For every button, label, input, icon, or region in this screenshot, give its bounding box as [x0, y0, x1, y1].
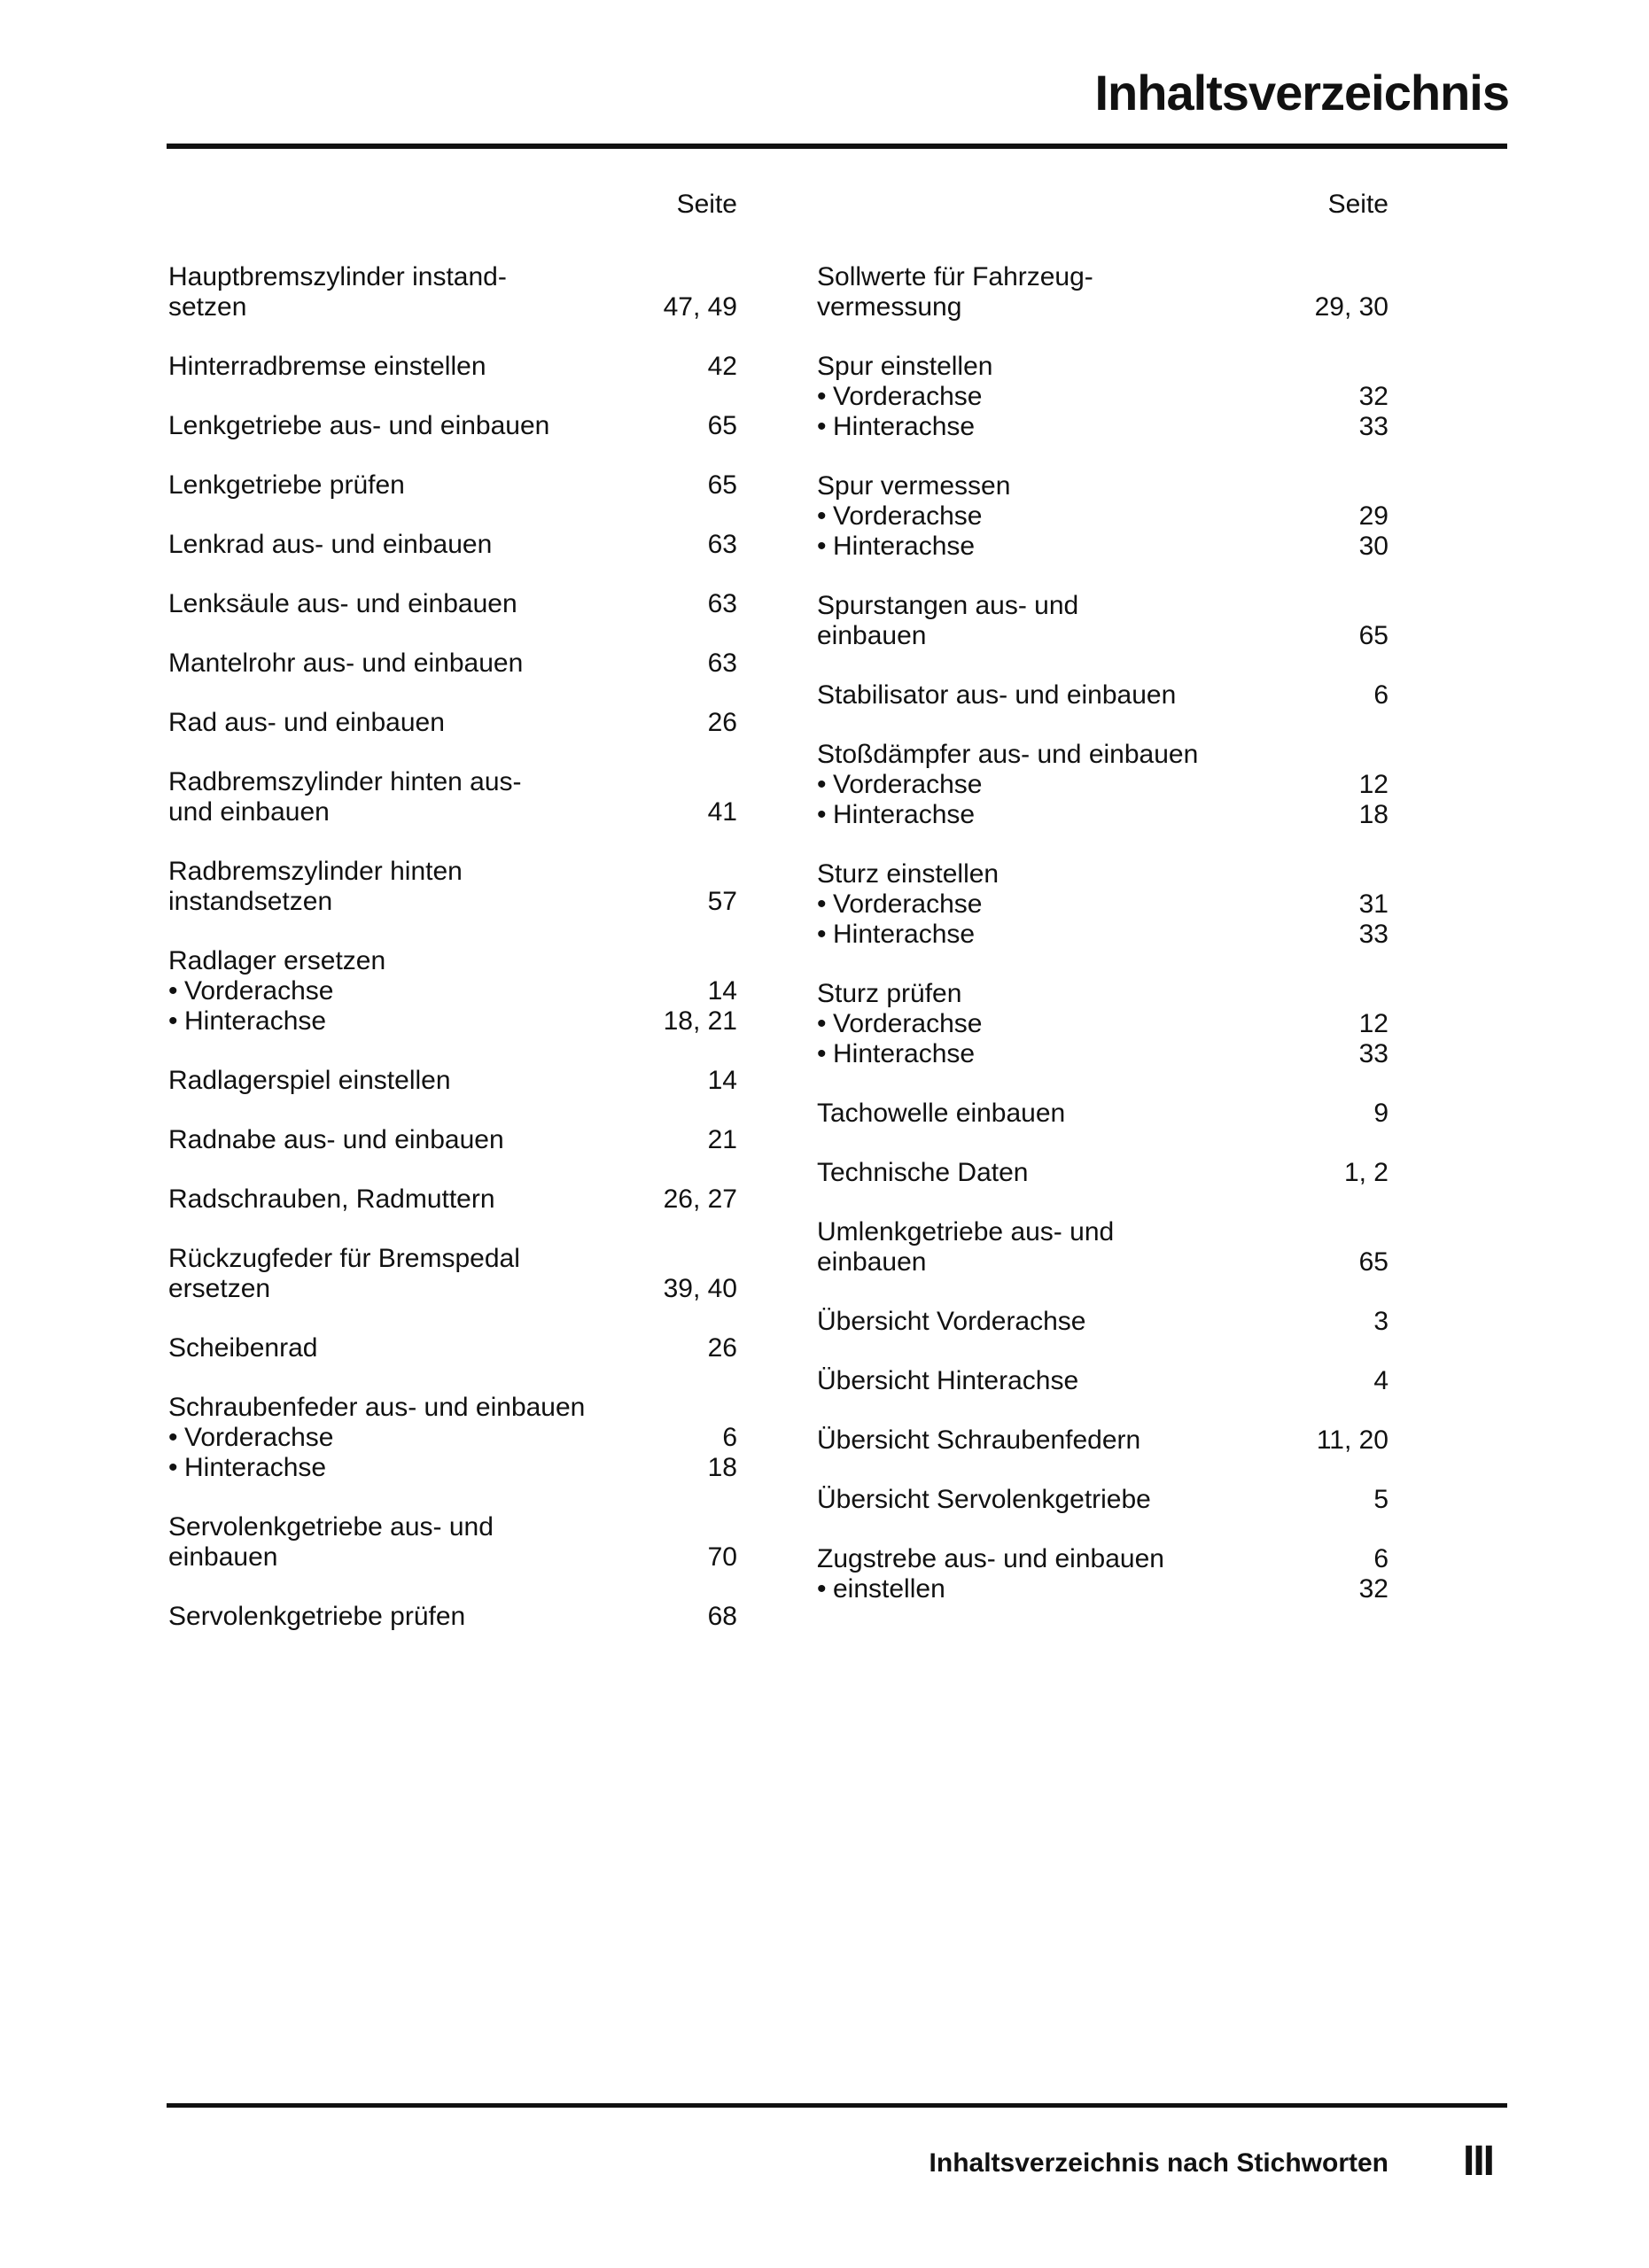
bullet-icon: •	[817, 1039, 827, 1068]
entry-text: Hinterradbremse einstellen	[168, 352, 486, 381]
entry-text: Hinterachse	[184, 1006, 327, 1036]
entry-text: Spur einstellen	[817, 352, 993, 381]
bullet-icon: •	[817, 889, 827, 919]
entry-line	[817, 1099, 1388, 1129]
entry-line	[168, 411, 737, 441]
entry-page: 6	[1373, 680, 1388, 710]
entry-page: 26	[707, 1333, 737, 1363]
entry-line	[817, 1425, 1388, 1456]
entry-page: 5	[1373, 1485, 1388, 1514]
index-entry	[817, 1366, 1388, 1396]
entry-page: 68	[707, 1602, 737, 1631]
entry-page: 33	[1358, 920, 1388, 949]
entry-text: Übersicht Hinterachse	[817, 1366, 1079, 1395]
entry-text: Stoßdämpfer aus- und einbauen	[817, 740, 1199, 769]
index-entry	[817, 740, 1388, 830]
entry-page: 65	[707, 411, 737, 440]
index-entry	[168, 352, 737, 382]
entry-line	[817, 740, 1388, 770]
entry-line	[168, 1244, 737, 1274]
entry-line	[817, 262, 1388, 292]
entry-text: Servolenkgetriebe aus- und	[168, 1512, 494, 1542]
page-title: Inhaltsverzeichnis	[1094, 65, 1509, 120]
entry-text: Sturz prüfen	[817, 979, 962, 1008]
entry-page: 47, 49	[663, 292, 737, 322]
entry-text: einstellen	[833, 1574, 945, 1604]
entry-page: 4	[1373, 1366, 1388, 1395]
entry-text: Scheibenrad	[168, 1333, 318, 1363]
entry-line	[817, 800, 1388, 830]
entry-text: Sturz einstellen	[817, 859, 1000, 889]
entry-text: Mantelrohr aus- und einbauen	[168, 649, 524, 678]
entry-page: 21	[707, 1125, 737, 1154]
entry-line	[168, 1333, 737, 1363]
entry-page: 14	[707, 976, 737, 1006]
entry-text: ersetzen	[168, 1274, 271, 1303]
index-entry	[168, 1125, 737, 1155]
entry-line	[168, 530, 737, 560]
entry-text: Radschrauben, Radmuttern	[168, 1184, 495, 1214]
entry-text: Hinterachse	[833, 412, 976, 441]
entry-line	[168, 1453, 737, 1483]
index-entry	[817, 1425, 1388, 1456]
entry-line	[168, 262, 737, 292]
entry-line	[817, 1247, 1388, 1278]
entry-text: Hauptbremszylinder instand-	[168, 262, 507, 291]
entry-page: 33	[1358, 412, 1388, 441]
entry-text: Übersicht Schraubenfedern	[817, 1425, 1141, 1455]
entry-line	[817, 1158, 1388, 1188]
footer-rule	[167, 2103, 1507, 2108]
entry-line	[168, 1125, 737, 1155]
entry-page: 29	[1358, 501, 1388, 531]
entry-text: Vorderachse	[184, 1423, 334, 1452]
entry-text: einbauen	[817, 621, 927, 650]
index-entry	[817, 1307, 1388, 1337]
entry-line	[168, 1423, 737, 1453]
entry-page: 26	[707, 708, 737, 737]
bullet-icon: •	[817, 382, 827, 411]
index-entry	[817, 1217, 1388, 1278]
footer-title: Inhaltsverzeichnis nach Stichworten	[929, 2148, 1388, 2178]
bullet-icon: •	[817, 412, 827, 441]
entry-text: Vorderachse	[833, 382, 983, 411]
entry-page: 11, 20	[1316, 1425, 1388, 1455]
entry-text: setzen	[168, 292, 247, 322]
entry-line	[168, 352, 737, 382]
entry-text: Lenkgetriebe aus- und einbauen	[168, 411, 550, 440]
entry-line	[817, 1544, 1388, 1574]
entry-text: Hinterachse	[184, 1453, 327, 1482]
entry-line	[817, 621, 1388, 651]
entry-text: Übersicht Servolenkgetriebe	[817, 1485, 1151, 1514]
index-entry	[168, 1184, 737, 1215]
entry-text: Rückzugfeder für Bremspedal	[168, 1244, 520, 1273]
entry-line	[817, 859, 1388, 889]
entry-page: 30	[1358, 532, 1388, 561]
entry-line	[817, 382, 1388, 412]
entry-list	[168, 262, 737, 1632]
entry-line	[168, 470, 737, 501]
entry-page: 32	[1358, 382, 1388, 411]
bullet-icon: •	[817, 1009, 827, 1038]
entry-text: Zugstrebe aus- und einbauen	[817, 1544, 1164, 1573]
index-entry	[817, 591, 1388, 651]
entry-page: 12	[1358, 770, 1388, 799]
bullet-icon: •	[817, 770, 827, 799]
entry-text: Lenksäule aus- und einbauen	[168, 589, 517, 618]
entry-line	[168, 1006, 737, 1037]
index-entry	[168, 767, 737, 827]
index-entry	[168, 946, 737, 1037]
entry-page: 18, 21	[663, 1006, 737, 1036]
entry-text: Stabilisator aus- und einbauen	[817, 680, 1177, 710]
index-entry	[168, 1244, 737, 1304]
entry-line	[168, 767, 737, 797]
index-entry	[817, 352, 1388, 442]
entry-line	[817, 591, 1388, 621]
entry-line	[168, 857, 737, 887]
bullet-icon: •	[168, 976, 178, 1006]
entry-page: 32	[1358, 1574, 1388, 1604]
entry-page: 1, 2	[1343, 1158, 1388, 1187]
index-entry	[817, 1158, 1388, 1188]
entry-page: 26, 27	[663, 1184, 737, 1214]
entry-line	[817, 1217, 1388, 1247]
entry-page: 41	[707, 797, 737, 827]
entry-page: 63	[707, 589, 737, 618]
entry-line	[817, 352, 1388, 382]
entry-line	[168, 589, 737, 619]
entry-text: Spurstangen aus- und	[817, 591, 1079, 620]
entry-text: Technische Daten	[817, 1158, 1029, 1187]
entry-text: und einbauen	[168, 797, 330, 827]
entry-line	[168, 292, 737, 322]
entry-text: Radnabe aus- und einbauen	[168, 1125, 504, 1154]
entry-page: 63	[707, 530, 737, 559]
index-entry	[168, 530, 737, 560]
entry-line	[168, 1066, 737, 1096]
entry-text: einbauen	[817, 1247, 927, 1277]
entry-text: Lenkrad aus- und einbauen	[168, 530, 493, 559]
header-rule	[167, 144, 1507, 149]
entry-page: 63	[707, 649, 737, 678]
seite-label: Seite	[676, 190, 737, 219]
index-entry	[817, 859, 1388, 950]
entry-line	[168, 946, 737, 976]
entry-text: vermessung	[817, 292, 962, 322]
index-entry	[168, 1333, 737, 1363]
seite-label: Seite	[1327, 190, 1388, 219]
index-entry	[817, 1485, 1388, 1515]
index-entry	[168, 708, 737, 738]
entry-line	[817, 471, 1388, 501]
entry-page: 6	[722, 1423, 737, 1452]
entry-text: Radbremszylinder hinten	[168, 857, 463, 886]
entry-text: Lenkgetriebe prüfen	[168, 470, 405, 500]
entry-line	[817, 1366, 1388, 1396]
index-entry	[168, 1512, 737, 1573]
index-entry	[168, 1602, 737, 1632]
entry-line	[168, 649, 737, 679]
entry-page: 18	[707, 1453, 737, 1482]
entry-text: einbauen	[168, 1542, 278, 1572]
entry-text: Servolenkgetriebe prüfen	[168, 1602, 466, 1631]
index-entry	[817, 471, 1388, 562]
entry-page: 70	[707, 1542, 737, 1572]
entry-line	[817, 889, 1388, 920]
index-entry	[168, 262, 737, 322]
entry-text: Radlager ersetzen	[168, 946, 386, 975]
index-entry	[168, 1066, 737, 1096]
entry-line	[817, 412, 1388, 442]
entry-line	[168, 1274, 737, 1304]
bullet-icon: •	[168, 1453, 178, 1482]
index-column-left	[168, 190, 737, 1661]
bullet-icon: •	[817, 1574, 827, 1604]
entry-text: Hinterachse	[833, 532, 976, 561]
entry-list	[817, 262, 1388, 1604]
entry-text: Spur vermessen	[817, 471, 1011, 501]
entry-text: Tachowelle einbauen	[817, 1099, 1066, 1128]
entry-page: 3	[1373, 1307, 1388, 1336]
index-entry	[817, 262, 1388, 322]
entry-line	[168, 976, 737, 1006]
entry-text: Hinterachse	[833, 1039, 976, 1068]
entry-text: Umlenkgetriebe aus- und	[817, 1217, 1115, 1247]
entry-page: 65	[1358, 621, 1388, 650]
entry-line	[168, 1542, 737, 1573]
entry-text: Rad aus- und einbauen	[168, 708, 445, 737]
index-entry	[168, 589, 737, 619]
entry-line	[168, 797, 737, 827]
entry-line	[817, 1485, 1388, 1515]
entry-text: Vorderachse	[184, 976, 334, 1006]
bullet-icon: •	[168, 1006, 178, 1036]
entry-page: 57	[707, 887, 737, 916]
entry-text: Übersicht Vorderachse	[817, 1307, 1086, 1336]
index-column-right	[817, 190, 1388, 1634]
entry-page: 39, 40	[663, 1274, 737, 1303]
entry-line	[817, 1307, 1388, 1337]
entry-line	[817, 532, 1388, 562]
entry-text: Hinterachse	[833, 800, 976, 829]
entry-line	[817, 1039, 1388, 1069]
entry-page: 12	[1358, 1009, 1388, 1038]
index-entry	[168, 411, 737, 441]
entry-line	[817, 292, 1388, 322]
entry-page: 65	[707, 470, 737, 500]
entry-text: Vorderachse	[833, 1009, 983, 1038]
entry-line	[817, 501, 1388, 532]
index-entry	[168, 1393, 737, 1483]
entry-text: Hinterachse	[833, 920, 976, 949]
entry-page: 9	[1373, 1099, 1388, 1128]
entry-text: instandsetzen	[168, 887, 333, 916]
index-entry	[168, 857, 737, 917]
index-entry	[168, 470, 737, 501]
entry-line	[817, 920, 1388, 950]
entry-page: 14	[707, 1066, 737, 1095]
entry-page: 18	[1358, 800, 1388, 829]
entry-text: Schraubenfeder aus- und einbauen	[168, 1393, 586, 1422]
entry-line	[168, 887, 737, 917]
index-entry	[817, 1099, 1388, 1129]
entry-text: Vorderachse	[833, 501, 983, 531]
entry-text: Sollwerte für Fahrzeug-	[817, 262, 1093, 291]
entry-page: 65	[1358, 1247, 1388, 1277]
bullet-icon: •	[817, 920, 827, 949]
entry-line	[817, 680, 1388, 711]
index-entry	[817, 680, 1388, 711]
entry-line	[168, 1602, 737, 1632]
entry-line	[817, 1009, 1388, 1039]
bullet-icon: •	[817, 532, 827, 561]
entry-line	[168, 708, 737, 738]
entry-line	[817, 770, 1388, 800]
entry-page: 33	[1358, 1039, 1388, 1068]
entry-page: 6	[1373, 1544, 1388, 1573]
bullet-icon: •	[168, 1423, 178, 1452]
entry-page: 29, 30	[1314, 292, 1388, 322]
bullet-icon: •	[817, 800, 827, 829]
entry-text: Vorderachse	[833, 889, 983, 919]
bullet-icon: •	[817, 501, 827, 531]
entry-line	[168, 1184, 737, 1215]
entry-text: Radbremszylinder hinten aus-	[168, 767, 522, 796]
index-entry	[817, 1544, 1388, 1604]
entry-line	[817, 979, 1388, 1009]
entry-page: 42	[707, 352, 737, 381]
index-entry	[168, 649, 737, 679]
index-entry	[817, 979, 1388, 1069]
entry-page: 31	[1358, 889, 1388, 919]
page-number: III	[1463, 2138, 1494, 2185]
entry-line	[817, 1574, 1388, 1604]
entry-text: Radlagerspiel einstellen	[168, 1066, 451, 1095]
entry-text: Vorderachse	[833, 770, 983, 799]
entry-line	[168, 1393, 737, 1423]
entry-line	[168, 1512, 737, 1542]
